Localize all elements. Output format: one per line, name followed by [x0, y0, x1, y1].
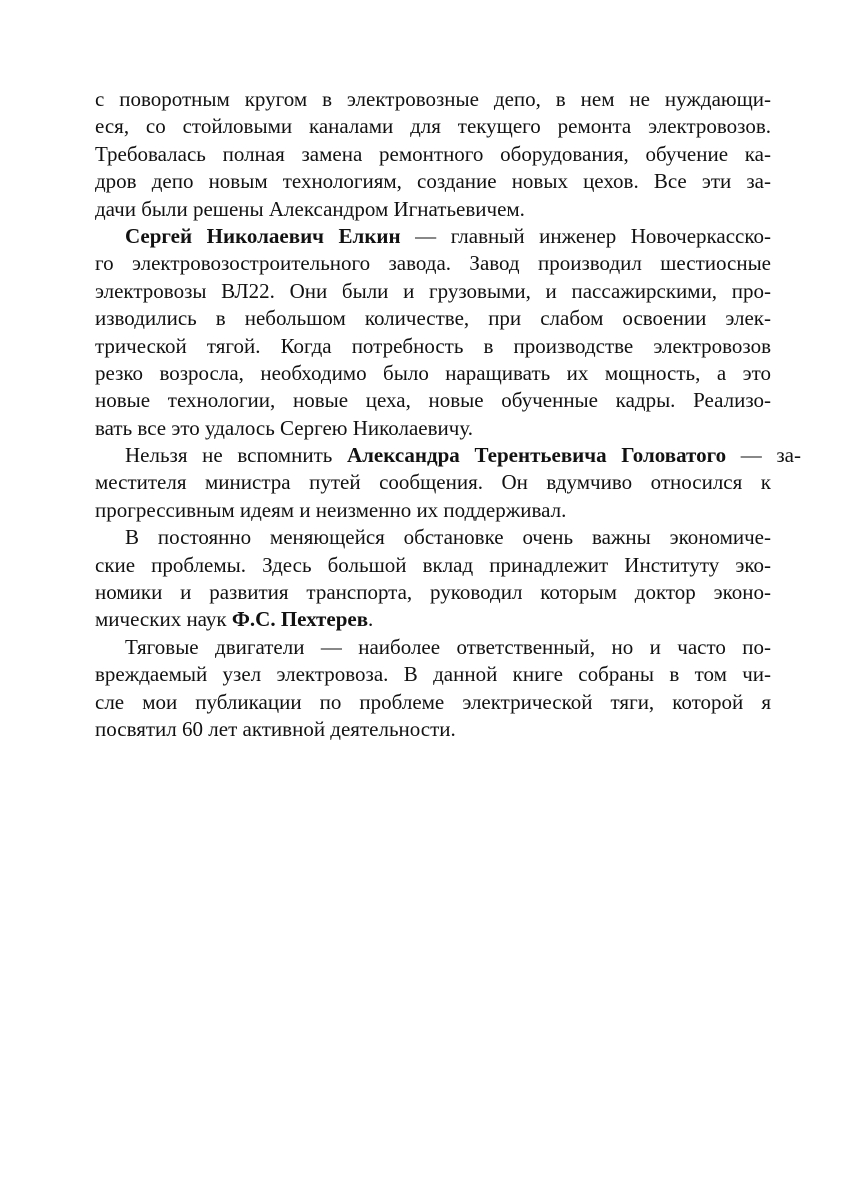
text-line: [95, 305, 771, 332]
text-line: [95, 661, 771, 688]
text-run: В постоянно меняющейся обстановке очень важны экономиче-: [125, 525, 771, 550]
text-line: [95, 415, 771, 442]
text-line: [95, 716, 771, 743]
text-line: [95, 469, 771, 496]
text-run: — главный инженер Новочеркасско-: [400, 223, 771, 248]
text-line: [95, 333, 771, 360]
text-line: [95, 168, 771, 195]
text-line: [95, 524, 771, 551]
text-run: прогрессивным идеям и неизменно их поддерживал.: [95, 497, 567, 522]
text-line: [95, 250, 771, 277]
text-line: [95, 552, 771, 579]
text-run: го электровозостроительного завода. Завод производил шестиосные: [95, 251, 771, 276]
text-run: посвятил 60 лет активной деятельности.: [95, 716, 456, 741]
text-line: [95, 360, 771, 387]
text-line: [95, 442, 801, 469]
text-run: номики и развития транспорта, руководил которым доктор эконо-: [95, 580, 771, 605]
bold-name: Александра Терентьевича Головатого: [346, 443, 727, 468]
text-run: мических наук: [95, 607, 232, 632]
text-run: трической тягой. Когда потребность в производстве электровозов: [95, 333, 771, 358]
text-line: [95, 606, 771, 633]
text-line: [95, 278, 771, 305]
text-line: [95, 113, 771, 140]
text-line: [95, 223, 771, 250]
text-run: сле мои публикации по проблеме электрической тяги, которой я: [95, 689, 771, 714]
text-run: Требовалась полная замена ремонтного оборудования, обучение ка-: [95, 141, 771, 166]
text-run: вреждаемый узел электровоза. В данной книге собраны в том чи-: [95, 662, 771, 687]
text-line: [95, 579, 771, 606]
text-run: дачи были решены Александром Игнатьевичем.: [95, 196, 525, 221]
text-line: [95, 387, 771, 414]
text-run: с поворотным кругом в электровозные депо, в нем не нуждающи-: [95, 87, 771, 111]
text-run: Тяговые двигатели — наиболее ответственный, но и часто по-: [125, 634, 771, 659]
document-page: [95, 86, 802, 743]
text-run: .: [368, 607, 374, 632]
text-line: [95, 634, 771, 661]
text-run: ские проблемы. Здесь большой вклад принадлежит Институту эко-: [95, 552, 771, 577]
text-line: [95, 196, 771, 223]
bold-name: Сергей Николаевич Елкин: [125, 223, 401, 248]
text-line: [95, 86, 771, 113]
text-run: резко возросла, необходимо было наращивать их мощность, а это: [95, 360, 771, 385]
text-run: вать все это удалось Сергею Николаевичу.: [95, 415, 473, 440]
text-run: изводились в небольшом количестве, при слабом освоении элек-: [95, 306, 771, 331]
text-run: дров депо новым технологиям, создание новых цехов. Все эти за-: [95, 169, 771, 194]
text-run: электровозы ВЛ22. Они были и грузовыми, и пассажирскими, про-: [95, 278, 771, 303]
text-line: [95, 497, 771, 524]
text-run: новые технологии, новые цеха, новые обученные кадры. Реализо-: [95, 388, 771, 413]
text-run: Нельзя не вспомнить: [124, 443, 347, 468]
text-line: [95, 689, 771, 716]
text-run: — за-: [726, 443, 802, 468]
text-line: [95, 141, 771, 168]
bold-name: Ф.С. Пехтерев: [231, 607, 369, 632]
text-run: местителя министра путей сообщения. Он вдумчиво относился к: [95, 470, 771, 495]
text-run: еся, со стойловыми каналами для текущего ремонта электровозов.: [95, 114, 771, 139]
